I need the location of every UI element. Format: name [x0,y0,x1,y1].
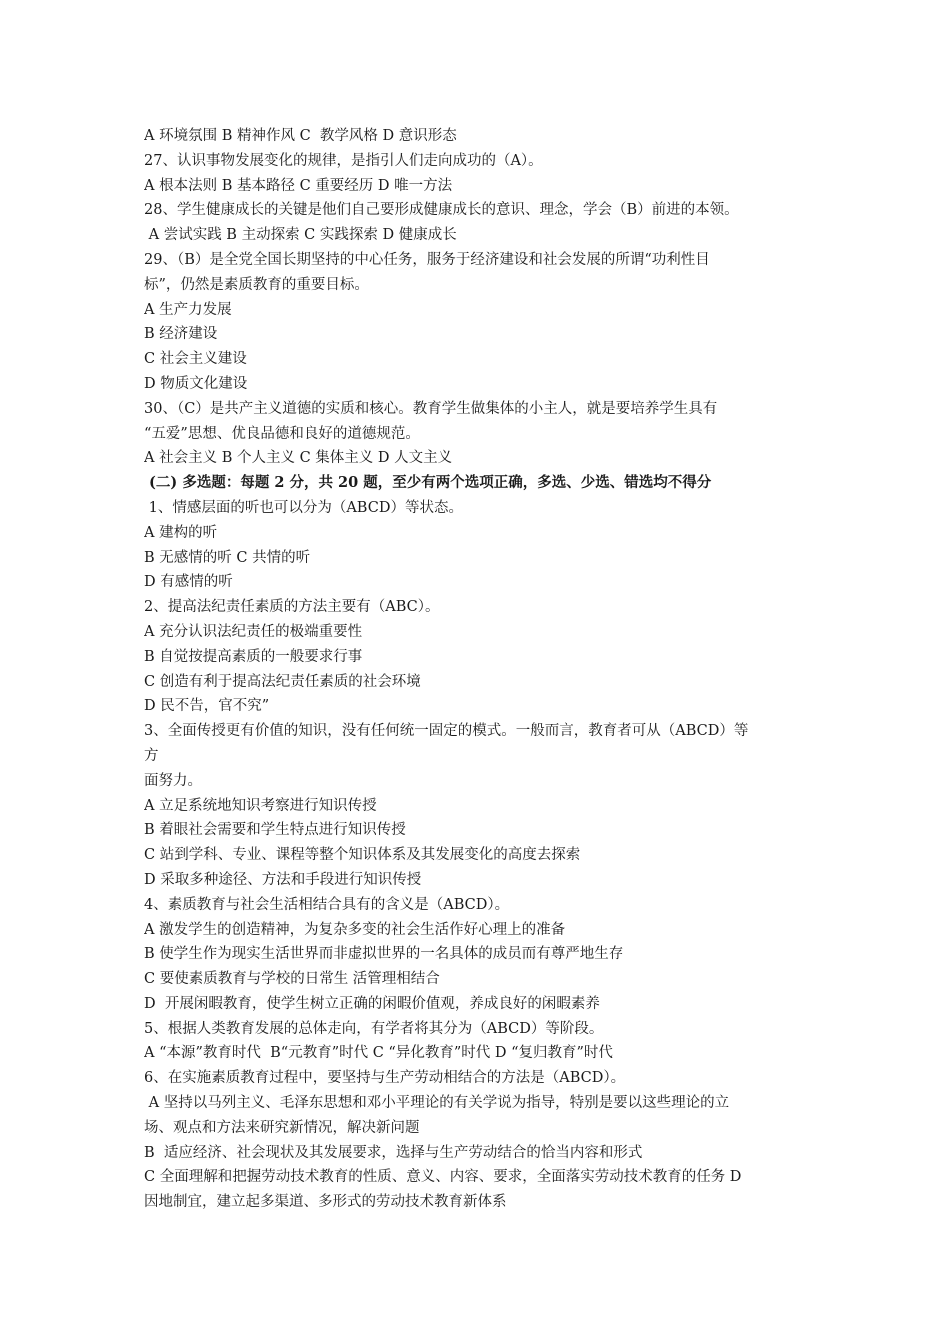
q29-option-a: A 生产力发展 [144,301,232,318]
q30-options: A 社会主义 B 个人主义 C 集体主义 D 人文主义 [144,450,453,467]
mc1-stem: 1、情感层面的听也可以分为（ABCD）等状态。 [144,499,463,516]
mc4-option-c: C 要使素质教育与学校的日常生 活管理相结合 [144,971,440,988]
mc3-stem-line3: 面努力。 [144,772,202,789]
q29-option-b: B 经济建设 [144,326,218,343]
mc2-option-b: B 自觉按提高素质的一般要求行事 [144,648,363,665]
mc4-stem: 4、素质教育与社会生活相结合具有的含义是（ABCD）。 [144,896,510,913]
q30-stem-line2: “五爱”思想、优良品德和良好的道德规范。 [144,425,420,442]
q29-stem-line2: 标”，仍然是素质教育的重要目标。 [144,276,369,293]
mc3-stem-line2: 方 [144,747,159,764]
mc3-option-d: D 采取多种途径、方法和手段进行知识传授 [144,871,422,888]
mc6-option-b: B 适应经济、社会现状及其发展要求，选择与生产劳动结合的恰当内容和形式 [144,1144,643,1161]
mc5-options: A “本源”教育时代 B“元教育”时代 C “异化教育”时代 D “复归教育”时代 [144,1045,613,1062]
mc2-option-c: C 创造有利于提高法纪责任素质的社会环境 [144,673,421,690]
q26-options: A 环境氛围 B 精神作风 C 教学风格 D 意识形态 [144,128,457,144]
mc6-option-c-line1: C 全面理解和把握劳动技术教育的性质、意义、内容、要求，全面落实劳动技术教育的任务 D [144,1169,742,1186]
mc3-option-c: C 站到学科、专业、课程等整个知识体系及其发展变化的高度去探索 [144,847,581,864]
mc2-stem: 2、提高法纪责任素质的方法主要有（ABC）。 [144,599,440,616]
q30-stem-line1: 30、（C）是共产主义道德的实质和核心。教育学生做集体的小主人，就是要培养学生具有 [144,400,718,417]
mc4-option-d: D 开展闲暇教育，使学生树立正确的闲暇价值观，养成良好的闲暇素养 [144,995,600,1012]
mc5-stem: 5、根据人类教育发展的总体走向，有学者将其分为（ABCD）等阶段。 [144,1020,604,1037]
document-body [144,124,812,1215]
section-heading-multiple-choice: (二) 多选题：每题 2 分，共 20 题，至少有两个选项正确，多选、少选、错选均不得分 [144,474,712,492]
q29-stem-line1: 29、（B）是全党全国长期坚持的中心任务，服务于经济建设和社会发展的所谓“功利性目 [144,251,710,268]
mc1-option-d: D 有感情的听 [144,574,233,591]
q27-stem: 27、认识事物发展变化的规律，是指引人们走向成功的（A）。 [144,152,543,169]
q29-option-c: C 社会主义建设 [144,351,247,368]
mc4-option-b: B 使学生作为现实生活世界而非虚拟世界的一名具体的成员而有尊严地生存 [144,946,624,963]
mc2-option-a: A 充分认识法纪责任的极端重要性 [144,623,363,640]
mc2-option-d: D 民不告，官不究” [144,698,270,715]
mc6-stem: 6、在实施素质教育过程中，要坚持与生产劳动相结合的方法是（ABCD）。 [144,1070,626,1087]
mc3-option-a: A 立足系统地知识考察进行知识传授 [144,797,377,814]
mc6-option-d: 因地制宜，建立起多渠道、多形式的劳动技术教育新体系 [144,1194,507,1211]
q28-stem: 28、学生健康成长的关键是他们自己要形成健康成长的意识、理念，学会（B）前进的本领。 [144,202,739,219]
mc6-option-a-line2: 场、观点和方法来研究新情况，解决新问题 [144,1119,420,1136]
mc6-option-a-line1: A 坚持以马列主义、毛泽东思想和邓小平理论的有关学说为指导，特别是要以这些理论的立 [144,1095,730,1112]
mc4-option-a: A 激发学生的创造精神，为复杂多变的社会生活作好心理上的准备 [144,921,566,938]
mc3-option-b: B 着眼社会需要和学生特点进行知识传授 [144,822,406,839]
q28-options: A 尝试实践 B 主动探索 C 实践探索 D 健康成长 [144,227,457,244]
mc1-option-a: A 建构的听 [144,524,218,541]
mc3-stem-line1: 3、全面传授更有价值的知识，没有任何统一固定的模式。一般而言，教育者可从（ABCD）等 [144,723,749,740]
q27-options: A 根本法则 B 基本路径 C 重要经历 D 唯一方法 [144,177,453,194]
q29-option-d: D 物质文化建设 [144,375,248,392]
mc1-option-bc: B 无感情的听 C 共情的听 [144,549,311,566]
